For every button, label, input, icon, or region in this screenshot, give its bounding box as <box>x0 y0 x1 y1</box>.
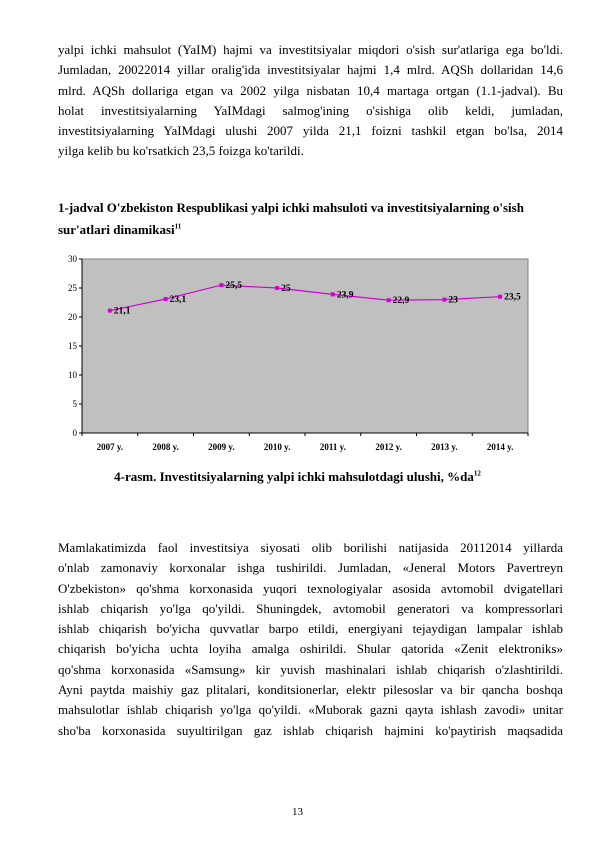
text-line: ishlab chiqarish bo'yicha quvvatlar barpo etildi, energiyani tejaydigan lampalar ishlab <box>58 621 563 637</box>
text-line: Mamlakatimizda faol investitsiya siyosati olib borilishi natijasida 20112014 yillarda <box>58 540 563 555</box>
table-heading-line2 <box>58 219 563 241</box>
text-line: O'zbekiston» qo'shma korxonasida yuqori texnologiyalar asosida avtomobil dvigatellari <box>58 580 563 596</box>
x-tick-label: 2013 y. <box>431 442 458 452</box>
text-line: o'nlab zamonaviy korxonalar ishga tushirildi. Jumladan, «Jeneral Motors Pavertreyn <box>58 560 563 576</box>
data-point <box>219 283 223 287</box>
table-heading-text: sur'atlari dinamikasi <box>58 222 175 237</box>
text-line: Ayni paytda maishiy gaz plitalari, konditsionerlar, elektr pilesoslar va bir qancha boshqa <box>58 682 563 698</box>
data-label: 25,5 <box>225 281 242 292</box>
data-point <box>164 297 168 301</box>
figure-caption <box>0 469 595 485</box>
data-point <box>331 292 335 296</box>
data-label: 21,1 <box>113 306 131 317</box>
investment-share-chart <box>57 243 533 465</box>
data-label: 23,5 <box>504 292 521 303</box>
data-point <box>442 298 446 302</box>
data-point <box>498 295 502 299</box>
plot-area <box>82 259 528 433</box>
footnote-marker: 11 <box>174 222 182 231</box>
text-line: ishlab chiqarish yo'lga qo'yildi. Shuningdek, avtomobil generatori va kompressorlari <box>58 600 563 616</box>
x-tick-label: 2014 y. <box>486 442 514 452</box>
data-label: 23,9 <box>336 290 354 301</box>
x-tick-label: 2011 y. <box>319 442 346 452</box>
text-line: chiqarish bo'yicha uchta loyiha amalga oshirildi. Shular qatorida «Zenit elektroniks» <box>58 641 563 657</box>
text-line: holat investitsiyalarning YaIMdagi salmog'ining o'sishiga olib keldi, jumladan, <box>58 102 563 118</box>
data-label: 23 <box>448 295 458 306</box>
footnote-marker: 12 <box>473 469 481 478</box>
chart-layer <box>68 254 528 452</box>
y-tick-label: 5 <box>72 399 77 409</box>
y-tick-label: 30 <box>68 254 77 264</box>
data-point <box>275 286 279 290</box>
table-heading-line1: 1-jadval O'zbekiston Respublikasi yalpi ichki mahsuloti va investitsiyalarning o'sish <box>58 200 524 215</box>
y-tick-label: 10 <box>68 370 77 380</box>
text-line: Jumladan, 20022014 yillar oralig'ida investitsiyalar hajmi 1,4 mlrd. AQSh dollaridan 14,6 <box>58 62 563 78</box>
y-tick-label: 15 <box>68 341 77 351</box>
text-line: investitsiyalarning YaIMdagi ulushi 2007 yilda 21,1 foizni tashkil etgan bo'lsa, 2014 <box>58 123 563 139</box>
data-point <box>108 309 112 313</box>
y-tick-label: 20 <box>68 312 77 322</box>
text-line: mahsulotlar ishlab chiqarish yo'lga qo'yildi. «Muborak gazni qayta ishlash zavodi» unitar <box>58 702 563 718</box>
body-paragraph <box>58 538 563 741</box>
data-label: 25 <box>281 284 291 294</box>
text-line: mlrd. AQSh dollariga etgan va 2002 yilga nisbatan 10,4 martaga ortgan (1.1-jadval). Bu <box>58 82 563 98</box>
text-line: qo'shma korxonasida «Samsung» kir yuvish mashinalari ishlab chiqarish o'zlashtirildi. <box>58 661 563 677</box>
chart-svg <box>57 243 533 465</box>
text-line: sho'ba korxonasida suyultirilgan gaz ishlab chiqarish hajmini ko'paytirish maqsadida <box>58 722 563 738</box>
text-line: yilga kelib bu ko'rsatkich 23,5 foizga ko'tarildi. <box>58 143 304 159</box>
page-number: 13 <box>292 806 303 818</box>
table-heading <box>58 197 563 241</box>
figure-caption-text: 4-rasm. Investitsiyalarning yalpi ichki mahsulotdagi ulushi, %da <box>114 469 474 484</box>
intro-paragraph <box>58 40 563 162</box>
data-label: 22,9 <box>392 296 410 307</box>
data-label: 23,1 <box>169 295 187 306</box>
x-tick-label: 2008 y. <box>152 442 179 452</box>
text-line: yalpi ichki mahsulot (YaIM) hajmi va investitsiyalar miqdori o'sish sur'atlariga ega bo'ldi. <box>58 42 563 57</box>
x-tick-label: 2010 y. <box>263 442 291 452</box>
y-tick-label: 0 <box>72 428 77 438</box>
y-tick-label: 25 <box>68 283 77 293</box>
x-tick-label: 2007 y. <box>96 442 124 452</box>
x-tick-label: 2012 y. <box>375 442 402 452</box>
x-tick-label: 2009 y. <box>208 442 235 452</box>
data-point <box>387 298 391 302</box>
